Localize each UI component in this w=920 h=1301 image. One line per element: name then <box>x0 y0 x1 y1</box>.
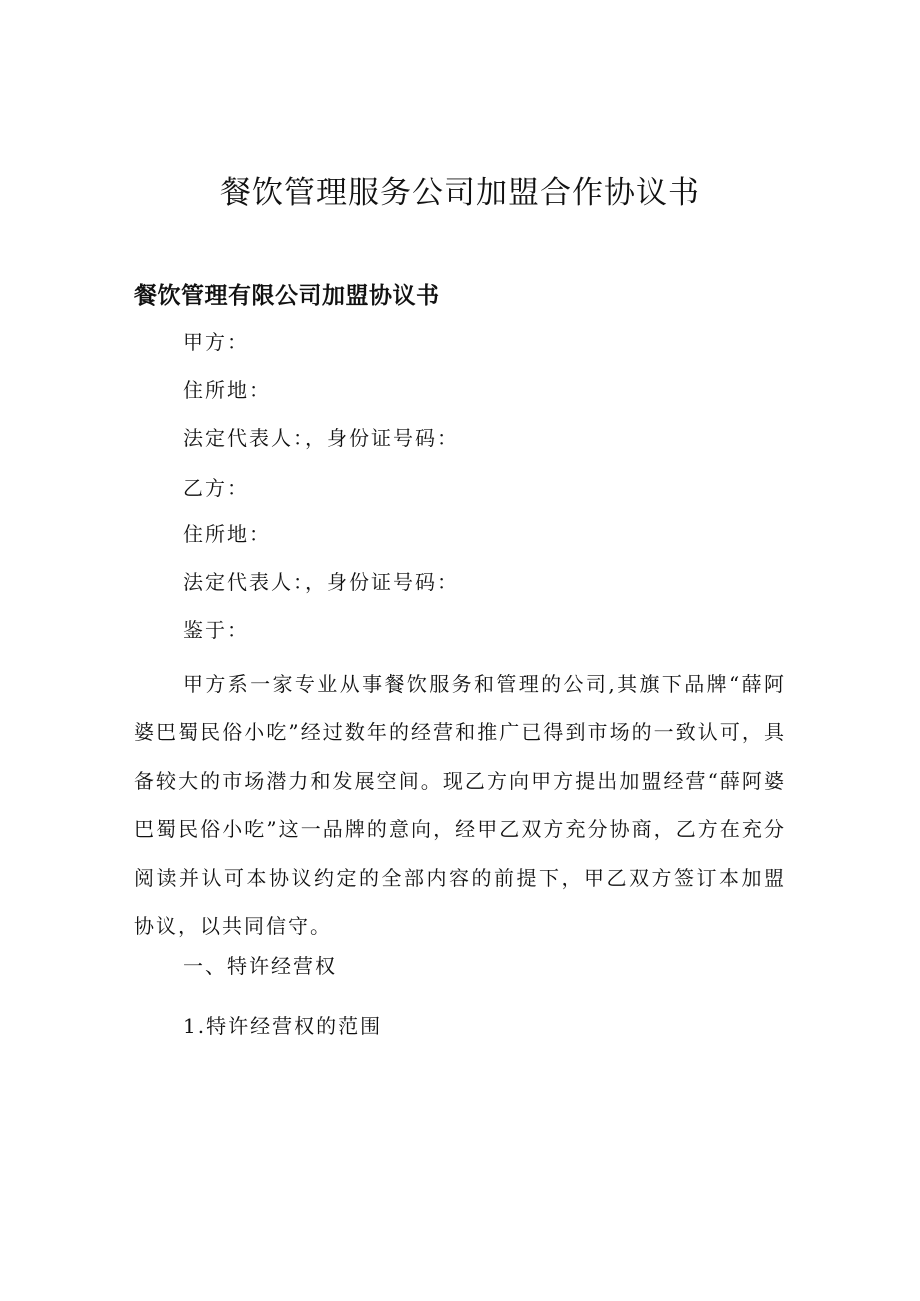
document-subtitle: 餐饮管理有限公司加盟协议书 <box>134 283 440 309</box>
party-b-representative-label: 法定代表人：，身份证号码： <box>183 570 459 594</box>
party-a-address-label: 住所地： <box>183 378 271 402</box>
whereas-paragraph: 甲方系一家专业从事餐饮服务和管理的公司,其旗下品牌“薛阿婆巴蜀民俗小吃”经过数年的经营和推广已得到市场的一致认可，具备较大的市场潜力和发展空间。现乙方向甲方提出加盟经营“薛阿婆巴蜀民俗小吃”这一品牌的意向，经甲乙双方充分协商，乙方在充分阅读并认可本协议约定的全部内容的前提下，甲乙双方签订本加盟协议，以共同信守。 <box>134 672 786 939</box>
document-title: 餐饮管理服务公司加盟合作协议书 <box>220 175 700 211</box>
party-a-label: 甲方： <box>183 330 249 354</box>
party-b-label: 乙方： <box>183 476 249 500</box>
party-a-representative-label: 法定代表人：，身份证号码： <box>183 426 459 450</box>
section-1-1-heading: 1.特许经营权的范围 <box>183 1014 383 1038</box>
party-b-address-label: 住所地： <box>183 522 271 546</box>
section-1-heading: 一、特许经营权 <box>183 954 337 978</box>
whereas-label: 鉴于： <box>183 618 249 642</box>
